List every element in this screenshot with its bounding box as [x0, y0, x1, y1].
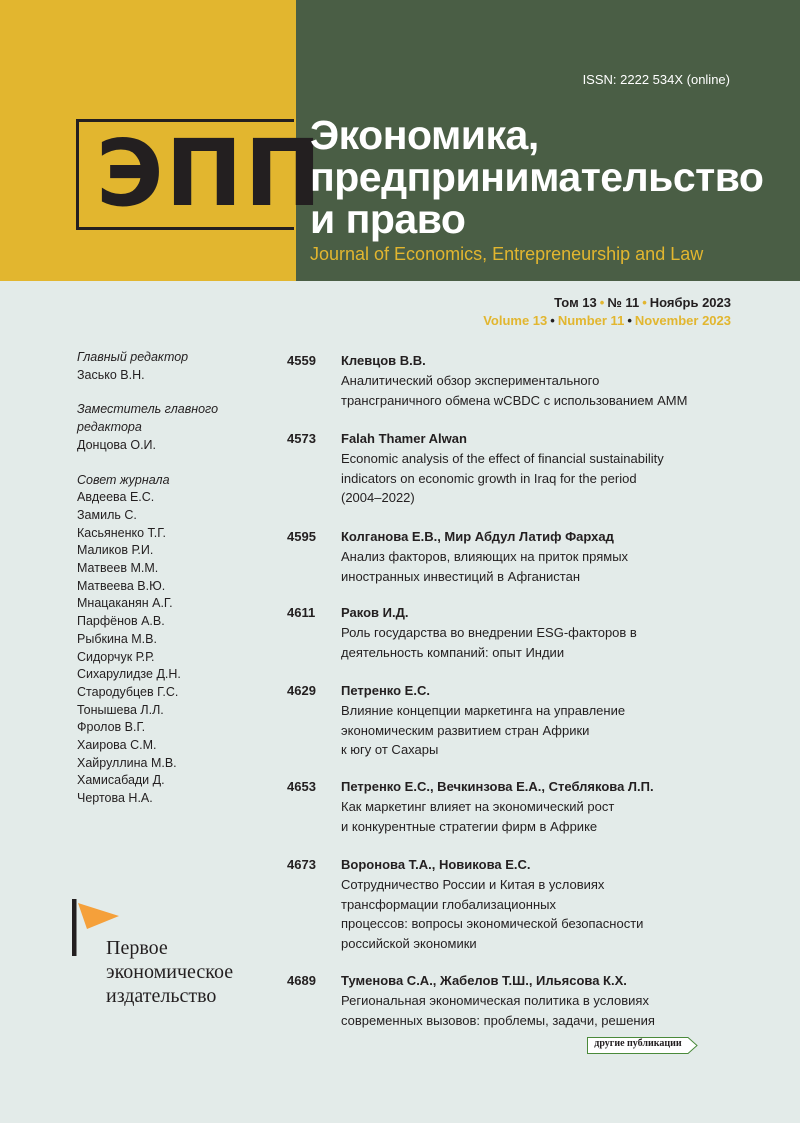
- publisher-name-line: экономическое: [106, 961, 234, 983]
- toc-title: [341, 991, 731, 1030]
- board-member: Сихарулидзе Д.Н.: [77, 667, 181, 682]
- toc-authors: Клевцов В.В.: [341, 353, 426, 368]
- board-member: Тонышева Л.Л.: [77, 702, 164, 717]
- toc-title: [341, 701, 731, 760]
- board-member: Парфёнов А.В.: [77, 614, 165, 629]
- toc-title-line: Влияние концепции маркетинга на управление: [341, 703, 626, 718]
- editorial-board: [77, 349, 277, 808]
- board-member: Матвеев М.М.: [77, 561, 159, 576]
- board-member: Мнацаканян А.Г.: [77, 596, 173, 611]
- publisher-logo: [72, 896, 282, 1006]
- issue-date: November 2023: [634, 313, 731, 328]
- issue-info-en: [483, 313, 731, 328]
- toc-title-line: российской экономики: [341, 935, 477, 951]
- issue-volume: Том 13: [554, 295, 597, 310]
- board-member: Сидорчук Р.Р.: [77, 649, 155, 664]
- toc-title-line: и конкурентные стратегии фирм в Африке: [341, 818, 598, 834]
- board-member: Маликов Р.И.: [77, 543, 154, 558]
- toc-title: [341, 875, 731, 953]
- toc-authors: Туменова С.А., Жабелов Т.Ш., Ильясова К.Х.: [341, 973, 627, 988]
- toc-entry-body: [341, 351, 731, 410]
- toc-title-line: современных вызовов: проблемы, задачи, решения: [341, 1012, 655, 1028]
- toc-authors: Колганова Е.В., Мир Абдул Латиф Фархад: [341, 529, 614, 544]
- toc-title-line: иностранных инвестиций в Афганистан: [341, 568, 581, 584]
- toc-page-number: 4611: [287, 605, 316, 620]
- other-publications-label: другие публикации: [594, 1038, 682, 1049]
- issue-date: Ноябрь 2023: [649, 295, 731, 310]
- journal-title-en: Journal of Economics, Entrepreneurship and Law: [310, 244, 704, 264]
- toc-title-line: (2004–2022): [341, 490, 415, 505]
- toc-entry-body: [341, 971, 731, 1030]
- toc-title-line: Сотрудничество России и Китая в условиях: [341, 877, 605, 892]
- toc-title-line: трансформации глобализационных: [341, 896, 556, 912]
- toc-entry-body: [341, 603, 731, 662]
- journal-title-line: Экономика,: [310, 112, 539, 158]
- journal-title-line: предпринимательство: [310, 154, 764, 200]
- toc-title-line: Economic analysis of the effect of financial sustainability: [341, 451, 664, 466]
- deputy-editor-name: Донцова О.И.: [77, 437, 157, 452]
- issue-volume: Volume 13: [483, 313, 548, 328]
- toc-title-line: трансграничного обмена wCBDC с использованием AMM: [341, 392, 688, 408]
- toc-authors: Воронова Т.А., Новикова Е.С.: [341, 857, 531, 872]
- journal-logo: ЭПП: [96, 120, 324, 227]
- toc-title-line: к югу от Сахары: [341, 742, 439, 757]
- toc-title: [341, 623, 731, 662]
- board-member: Касьяненко Т.Г.: [77, 525, 166, 540]
- publisher-name: [106, 936, 233, 1008]
- board-member: Хаирова С.М.: [77, 738, 157, 753]
- board-member: Чертова Н.А.: [77, 791, 153, 806]
- toc-entry-body: [341, 855, 731, 953]
- toc-title-line: Роль государства во внедрении ESG-факторов в: [341, 625, 637, 640]
- toc-page-number: 4573: [287, 431, 316, 446]
- toc-title-line: Аналитический обзор экспериментального: [341, 373, 600, 388]
- toc-page-number: 4689: [287, 973, 316, 988]
- toc-authors: Falah Thamer Alwan: [341, 431, 467, 446]
- toc-authors: Раков И.Д.: [341, 605, 409, 620]
- toc-title-line: Анализ факторов, влияющих на приток прямых: [341, 549, 629, 564]
- toc-title-line: деятельность компаний: опыт Индии: [341, 644, 565, 660]
- toc-page-number: 4653: [287, 779, 316, 794]
- toc-authors: Петренко Е.С.: [341, 683, 430, 698]
- deputy-editor-role: Заместитель главного: [77, 402, 219, 417]
- toc-title: [341, 371, 731, 410]
- bullet-separator: •: [642, 295, 647, 310]
- toc-page-number: 4629: [287, 683, 316, 698]
- toc-title-line: Как маркетинг влияет на экономический рост: [341, 799, 615, 814]
- toc-page-number: 4673: [287, 857, 316, 872]
- board-member: Хайруллина М.В.: [77, 755, 177, 770]
- toc-title-line: экономическим развитием стран Африки: [341, 722, 590, 738]
- other-publications-button[interactable]: [587, 1037, 697, 1053]
- toc-entry-body: [341, 777, 731, 836]
- bullet-separator: •: [550, 313, 555, 328]
- board-member: Матвеева В.Ю.: [77, 578, 166, 593]
- board-member: Стародубцев Г.С.: [77, 684, 179, 699]
- bullet-separator: •: [599, 295, 605, 310]
- publisher-name-line: издательство: [106, 985, 217, 1007]
- journal-title: [310, 112, 764, 242]
- toc-entry-body: [341, 429, 731, 508]
- chief-editor-role: Главный редактор: [77, 350, 189, 364]
- toc-entry-body: [341, 681, 731, 760]
- board-members-list: [77, 489, 277, 808]
- toc-authors: Петренко Е.С., Вечкинзова Е.А., Стеблякова Л.П.: [341, 779, 654, 794]
- board-role: Совет журнала: [77, 472, 170, 487]
- deputy-editor-role: редактора: [77, 420, 142, 435]
- board-member: Замиль С.: [77, 507, 137, 522]
- toc-title-line: процессов: вопросы экономической безопасности: [341, 916, 644, 931]
- board-member: Авдеева Е.С.: [77, 490, 155, 505]
- chief-editor-name: Засько В.Н.: [77, 367, 145, 382]
- issn: ISSN: 2222 534X (online): [582, 72, 730, 87]
- toc-title: [341, 547, 731, 586]
- toc-page-number: 4595: [287, 529, 316, 544]
- bullet-separator: •: [627, 313, 632, 328]
- journal-title-line: и право: [310, 196, 466, 242]
- toc-title-line: Региональная экономическая политика в условиях: [341, 993, 649, 1008]
- publisher-name-line: Первое: [106, 937, 168, 959]
- issue-info-ru: [554, 295, 731, 310]
- toc-page-number: 4559: [287, 353, 316, 368]
- board-member: Фролов В.Г.: [77, 720, 146, 735]
- toc-entry-body: [341, 527, 731, 586]
- toc-title-line: indicators on economic growth in Iraq for the period: [341, 470, 637, 486]
- issue-number: № 11: [607, 295, 640, 310]
- toc-title: [341, 797, 731, 836]
- board-member: Рыбкина М.В.: [77, 631, 157, 646]
- issue-number: Number 11: [557, 313, 625, 328]
- board-member: Хамисабади Д.: [77, 773, 165, 788]
- toc-title: [341, 449, 731, 508]
